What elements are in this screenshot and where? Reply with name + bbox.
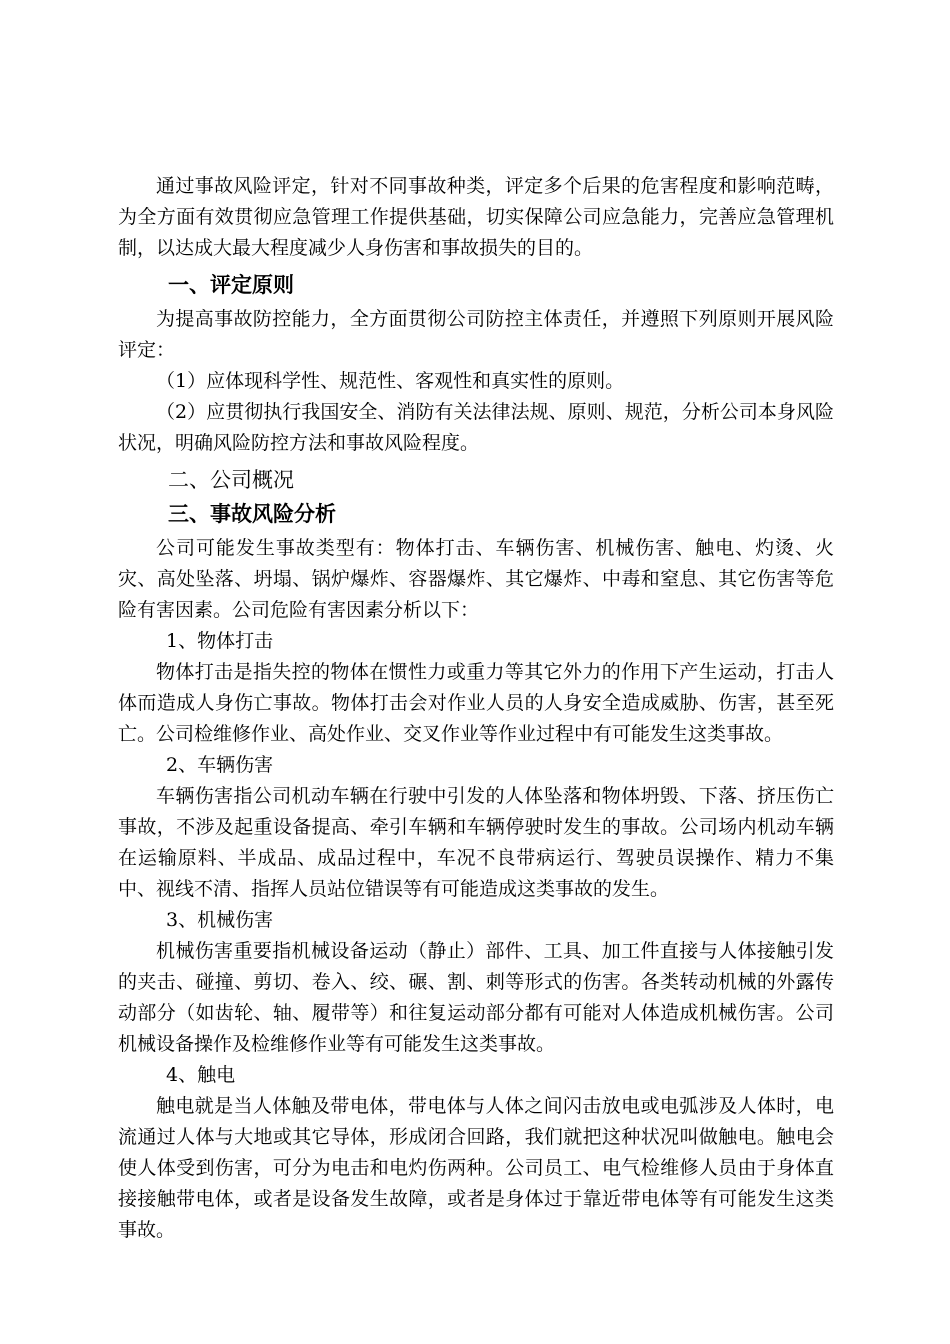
risk-item-title: 1、物体打击: [166, 630, 274, 652]
section-heading-company-overview: 二、公司概况: [168, 468, 294, 492]
principles-item-2: （2）应贯彻执行我国安全、消防有关法律法规、原则、规范，分析公司本身风险状况，明确风险防控方法和事故风险程度。: [118, 401, 834, 454]
risk-item-text: 物体打击是指失控的物体在惯性力或重力等其它外力的作用下产生运动，打击人体而造成人身伤亡事故。物体打击会对作业人员的人身安全造成威胁、伤害，甚至死亡。公司检维修作业、高处作业、交叉作业等作业过程中有可能发生这类事故。: [118, 661, 834, 745]
risk-item-text: 车辆伤害指公司机动车辆在行驶中引发的人体坠落和物体坍毁、下落、挤压伤亡事故，不涉及起重设备提高、牵引车辆和车辆停驶时发生的事故。公司场内机动车辆在运输原料、半成品、成品过程中，车况不良带病运行、驾驶员误操作、精力不集中、视线不清、指挥人员站位错误等有可能造成这类事故的发生。: [118, 785, 834, 900]
risk-item-text: 机械伤害重要指机械设备运动（静止）部件、工具、加工件直接与人体接触引发的夹击、碰撞、剪切、卷入、绞、碾、割、刺等形式的伤害。各类转动机械的外露传动部分（如齿轮、轴、履带等）和往复运动部分都有可能对人体造成机械伤害。公司机械设备操作及检维修作业等有可能发生这类事故。: [118, 940, 834, 1055]
section-heading-risk-analysis: 三、事故风险分析: [168, 502, 336, 526]
risk-analysis-paragraph: 公司可能发生事故类型有：物体打击、车辆伤害、机械伤害、触电、灼烫、火灾、高处坠落、坍塌、锅炉爆炸、容器爆炸、其它爆炸、中毒和窒息、其它伤害等危险有害因素。公司危险有害因素分析以下：: [118, 537, 834, 621]
principles-paragraph: 为提高事故防控能力，全方面贯彻公司防控主体责任，并遵照下列原则开展风险评定：: [118, 308, 834, 361]
section-heading-principles: 一、评定原则: [168, 273, 294, 297]
risk-item-title: 4、触电: [166, 1064, 236, 1086]
risk-item-text: 触电就是当人体触及带电体，带电体与人体之间闪击放电或电弧涉及人体时，电流通过人体与大地或其它导体，形成闭合回路，我们就把这种状况叫做触电。触电会使人体受到伤害，可分为电击和电灼伤两种。公司员工、电气检维修人员由于身体直接接触带电体，或者是设备发生故障，或者是身体过于靠近带电体等有可能发生这类事故。: [118, 1095, 834, 1241]
principles-item-1: （1）应体现科学性、规范性、客观性和真实性的原则。: [156, 370, 625, 392]
risk-item-title: 2、车辆伤害: [166, 754, 274, 776]
document-body: [118, 171, 834, 1246]
intro-paragraph: 通过事故风险评定，针对不同事故种类，评定多个后果的危害程度和影响范畴，为全方面有效贯彻应急管理工作提供基础，切实保障公司应急能力，完善应急管理机制，以达成大最大程度减少人身伤害和事故损失的目的。: [118, 175, 834, 259]
risk-item-title: 3、机械伤害: [166, 909, 274, 931]
